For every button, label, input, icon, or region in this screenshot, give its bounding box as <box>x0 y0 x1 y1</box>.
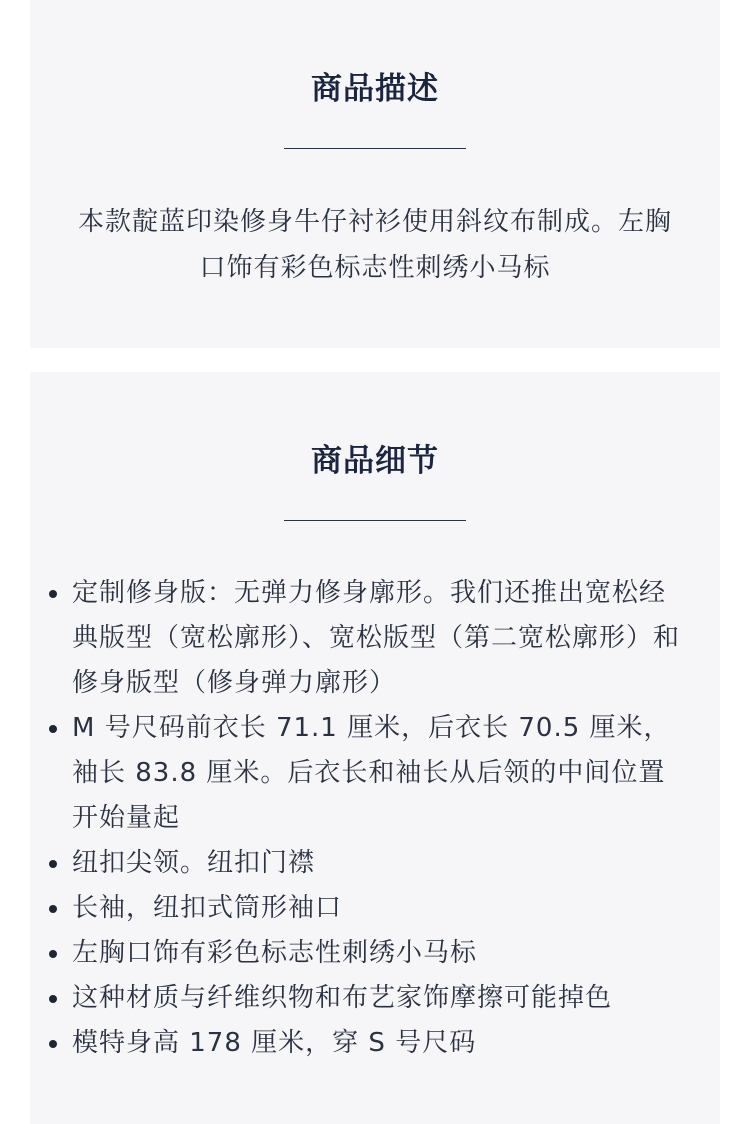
list-item <box>72 1021 684 1066</box>
list-item-text: 这种材质与纤维织物和布艺家饰摩擦可能掉色 <box>72 983 613 1013</box>
list-item-text: 定制修身版：无弹力修身廓形。我们还推出宽松经典版型（宽松廓形）、宽松版型（第二宽松廓形）和修身版型（修身弹力廓形） <box>72 578 681 698</box>
product-details-card <box>30 372 720 1124</box>
list-item <box>72 931 684 976</box>
bullet-icon <box>49 995 57 1003</box>
list-item-text: 左胸口饰有彩色标志性刺绣小马标 <box>72 938 478 968</box>
list-item-text: M 号尺码前衣长 71.1 厘米，后衣长 70.5 厘米，袖长 83.8 厘米。后衣长和袖长从后领的中间位置开始量起 <box>72 713 671 833</box>
list-item <box>72 841 684 886</box>
bullet-icon <box>49 725 57 733</box>
details-list <box>30 571 720 1066</box>
section-title-details: 商品细节 <box>311 443 439 479</box>
list-item-text: 纽扣尖领。纽扣门襟 <box>72 848 316 878</box>
list-item <box>72 706 684 841</box>
section-title-description: 商品描述 <box>311 71 439 107</box>
bullet-icon <box>49 950 57 958</box>
title-divider <box>284 148 466 149</box>
title-divider <box>284 520 466 521</box>
list-item <box>72 886 684 931</box>
description-text: 本款靛蓝印染修身牛仔衬衫使用斜纹布制成。左胸口饰有彩色标志性刺绣小马标 <box>77 207 672 283</box>
list-item-text: 模特身高 178 厘米，穿 S 号尺码 <box>72 1028 477 1058</box>
list-item-text: 长袖，纽扣式筒形袖口 <box>72 893 343 923</box>
list-item <box>72 571 684 706</box>
product-description-card <box>30 0 720 348</box>
bullet-icon <box>49 860 57 868</box>
bullet-icon <box>49 590 57 598</box>
list-item <box>72 976 684 1021</box>
bullet-icon <box>49 905 57 913</box>
bullet-icon <box>49 1040 57 1048</box>
